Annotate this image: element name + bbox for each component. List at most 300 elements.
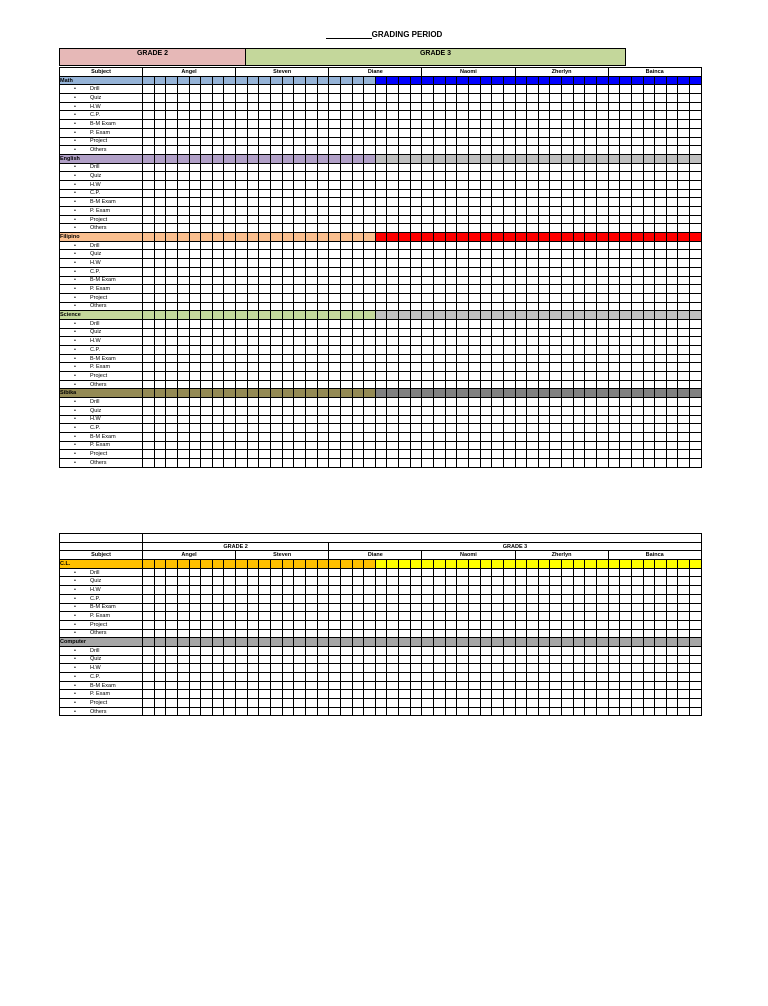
subject-cell[interactable] <box>294 638 306 647</box>
grade-cell[interactable] <box>666 681 678 690</box>
grade-cell[interactable] <box>573 207 585 216</box>
grade-cell[interactable] <box>259 180 271 189</box>
grade-cell[interactable] <box>375 363 387 372</box>
grade-cell[interactable] <box>468 594 480 603</box>
subject-cell[interactable] <box>294 389 306 398</box>
grade-cell[interactable] <box>294 673 306 682</box>
grade-cell[interactable] <box>457 450 469 459</box>
grade-cell[interactable] <box>154 380 166 389</box>
grade-cell[interactable] <box>480 224 492 233</box>
grade-cell[interactable] <box>375 372 387 381</box>
grade-cell[interactable] <box>515 450 527 459</box>
grade-cell[interactable] <box>585 441 597 450</box>
grade-cell[interactable] <box>236 189 248 198</box>
grade-cell[interactable] <box>492 406 504 415</box>
grade-cell[interactable] <box>666 577 678 586</box>
grade-cell[interactable] <box>189 432 201 441</box>
grade-cell[interactable] <box>666 586 678 595</box>
subject-cell[interactable] <box>154 560 166 569</box>
grade-cell[interactable] <box>352 699 364 708</box>
grade-cell[interactable] <box>189 594 201 603</box>
grade-cell[interactable] <box>271 594 283 603</box>
grade-cell[interactable] <box>562 180 574 189</box>
grade-cell[interactable] <box>236 594 248 603</box>
grade-cell[interactable] <box>375 380 387 389</box>
grade-cell[interactable] <box>515 458 527 467</box>
grade-cell[interactable] <box>259 450 271 459</box>
grade-cell[interactable] <box>690 180 702 189</box>
grade-cell[interactable] <box>434 241 446 250</box>
grade-cell[interactable] <box>620 655 632 664</box>
subject-cell[interactable] <box>364 154 376 163</box>
grade-cell[interactable] <box>201 293 213 302</box>
grade-cell[interactable] <box>143 432 155 441</box>
grade-cell[interactable] <box>643 372 655 381</box>
grade-cell[interactable] <box>271 207 283 216</box>
grade-cell[interactable] <box>364 424 376 433</box>
subject-cell[interactable] <box>422 154 434 163</box>
subject-cell[interactable] <box>678 233 690 242</box>
grade-cell[interactable] <box>387 450 399 459</box>
grade-cell[interactable] <box>410 612 422 621</box>
grade-cell[interactable] <box>608 102 620 111</box>
grade-cell[interactable] <box>503 346 515 355</box>
grade-cell[interactable] <box>364 707 376 716</box>
grade-cell[interactable] <box>480 594 492 603</box>
grade-cell[interactable] <box>422 432 434 441</box>
grade-cell[interactable] <box>573 664 585 673</box>
grade-cell[interactable] <box>375 458 387 467</box>
grade-cell[interactable] <box>189 406 201 415</box>
grade-cell[interactable] <box>422 163 434 172</box>
grade-cell[interactable] <box>666 207 678 216</box>
grade-cell[interactable] <box>631 620 643 629</box>
grade-cell[interactable] <box>527 328 539 337</box>
grade-cell[interactable] <box>236 620 248 629</box>
grade-cell[interactable] <box>305 94 317 103</box>
grade-cell[interactable] <box>655 398 667 407</box>
grade-cell[interactable] <box>271 586 283 595</box>
grade-cell[interactable] <box>678 120 690 129</box>
grade-cell[interactable] <box>515 94 527 103</box>
subject-cell[interactable] <box>585 311 597 320</box>
grade-cell[interactable] <box>387 354 399 363</box>
grade-cell[interactable] <box>399 189 411 198</box>
grade-cell[interactable] <box>666 398 678 407</box>
grade-cell[interactable] <box>177 432 189 441</box>
grade-cell[interactable] <box>666 85 678 94</box>
grade-cell[interactable] <box>527 85 539 94</box>
grade-cell[interactable] <box>666 180 678 189</box>
subject-cell[interactable] <box>445 389 457 398</box>
grade-cell[interactable] <box>154 215 166 224</box>
grade-cell[interactable] <box>596 681 608 690</box>
grade-cell[interactable] <box>468 267 480 276</box>
grade-cell[interactable] <box>562 302 574 311</box>
grade-cell[interactable] <box>387 673 399 682</box>
grade-cell[interactable] <box>201 224 213 233</box>
grade-cell[interactable] <box>259 707 271 716</box>
grade-cell[interactable] <box>317 380 329 389</box>
grade-cell[interactable] <box>271 146 283 155</box>
subject-cell[interactable] <box>457 233 469 242</box>
grade-cell[interactable] <box>445 699 457 708</box>
grade-cell[interactable] <box>631 146 643 155</box>
grade-cell[interactable] <box>585 293 597 302</box>
grade-cell[interactable] <box>305 363 317 372</box>
grade-cell[interactable] <box>364 673 376 682</box>
grade-cell[interactable] <box>340 372 352 381</box>
grade-cell[interactable] <box>329 363 341 372</box>
grade-cell[interactable] <box>189 293 201 302</box>
subject-cell[interactable] <box>352 233 364 242</box>
grade-cell[interactable] <box>166 594 178 603</box>
grade-cell[interactable] <box>143 577 155 586</box>
subject-cell[interactable] <box>527 389 539 398</box>
grade-cell[interactable] <box>305 406 317 415</box>
grade-cell[interactable] <box>457 699 469 708</box>
grade-cell[interactable] <box>236 85 248 94</box>
grade-cell[interactable] <box>538 424 550 433</box>
grade-cell[interactable] <box>352 372 364 381</box>
grade-cell[interactable] <box>375 328 387 337</box>
grade-cell[interactable] <box>643 189 655 198</box>
grade-cell[interactable] <box>678 224 690 233</box>
grade-cell[interactable] <box>655 380 667 389</box>
grade-cell[interactable] <box>364 594 376 603</box>
grade-cell[interactable] <box>212 629 224 638</box>
grade-cell[interactable] <box>480 620 492 629</box>
grade-cell[interactable] <box>282 681 294 690</box>
grade-cell[interactable] <box>480 664 492 673</box>
grade-cell[interactable] <box>596 664 608 673</box>
grade-cell[interactable] <box>515 620 527 629</box>
grade-cell[interactable] <box>201 699 213 708</box>
grade-cell[interactable] <box>201 441 213 450</box>
grade-cell[interactable] <box>515 707 527 716</box>
grade-cell[interactable] <box>573 681 585 690</box>
grade-cell[interactable] <box>317 594 329 603</box>
grade-cell[interactable] <box>503 224 515 233</box>
grade-cell[interactable] <box>305 398 317 407</box>
grade-cell[interactable] <box>177 612 189 621</box>
grade-cell[interactable] <box>177 163 189 172</box>
grade-cell[interactable] <box>212 276 224 285</box>
grade-cell[interactable] <box>305 172 317 181</box>
grade-cell[interactable] <box>608 612 620 621</box>
grade-cell[interactable] <box>620 458 632 467</box>
grade-cell[interactable] <box>387 215 399 224</box>
subject-cell[interactable] <box>538 233 550 242</box>
grade-cell[interactable] <box>515 224 527 233</box>
grade-cell[interactable] <box>294 146 306 155</box>
grade-cell[interactable] <box>445 163 457 172</box>
subject-cell[interactable] <box>445 560 457 569</box>
grade-cell[interactable] <box>282 664 294 673</box>
grade-cell[interactable] <box>143 458 155 467</box>
subject-cell[interactable] <box>189 638 201 647</box>
grade-cell[interactable] <box>177 94 189 103</box>
grade-cell[interactable] <box>468 612 480 621</box>
grade-cell[interactable] <box>224 629 236 638</box>
subject-cell[interactable] <box>259 311 271 320</box>
grade-cell[interactable] <box>620 432 632 441</box>
grade-cell[interactable] <box>387 577 399 586</box>
grade-cell[interactable] <box>143 259 155 268</box>
grade-cell[interactable] <box>596 586 608 595</box>
grade-cell[interactable] <box>259 224 271 233</box>
grade-cell[interactable] <box>527 406 539 415</box>
grade-cell[interactable] <box>212 354 224 363</box>
grade-cell[interactable] <box>550 664 562 673</box>
grade-cell[interactable] <box>503 432 515 441</box>
subject-cell[interactable] <box>387 76 399 85</box>
subject-cell[interactable] <box>515 638 527 647</box>
grade-cell[interactable] <box>585 346 597 355</box>
grade-cell[interactable] <box>236 215 248 224</box>
grade-cell[interactable] <box>503 293 515 302</box>
grade-cell[interactable] <box>143 646 155 655</box>
grade-cell[interactable] <box>271 128 283 137</box>
subject-cell[interactable] <box>422 638 434 647</box>
grade-cell[interactable] <box>492 224 504 233</box>
grade-cell[interactable] <box>503 690 515 699</box>
grade-cell[interactable] <box>375 215 387 224</box>
grade-cell[interactable] <box>375 612 387 621</box>
subject-cell[interactable] <box>177 76 189 85</box>
grade-cell[interactable] <box>364 172 376 181</box>
grade-cell[interactable] <box>608 137 620 146</box>
grade-cell[interactable] <box>573 380 585 389</box>
grade-cell[interactable] <box>143 198 155 207</box>
grade-cell[interactable] <box>585 620 597 629</box>
grade-cell[interactable] <box>352 128 364 137</box>
grade-cell[interactable] <box>422 586 434 595</box>
grade-cell[interactable] <box>387 699 399 708</box>
grade-cell[interactable] <box>562 424 574 433</box>
grade-cell[interactable] <box>608 328 620 337</box>
subject-cell[interactable] <box>166 389 178 398</box>
grade-cell[interactable] <box>410 319 422 328</box>
grade-cell[interactable] <box>410 406 422 415</box>
grade-cell[interactable] <box>527 450 539 459</box>
grade-cell[interactable] <box>317 363 329 372</box>
grade-cell[interactable] <box>154 664 166 673</box>
grade-cell[interactable] <box>573 354 585 363</box>
grade-cell[interactable] <box>492 664 504 673</box>
grade-cell[interactable] <box>666 354 678 363</box>
grade-cell[interactable] <box>212 180 224 189</box>
grade-cell[interactable] <box>340 458 352 467</box>
grade-cell[interactable] <box>608 690 620 699</box>
grade-cell[interactable] <box>282 458 294 467</box>
grade-cell[interactable] <box>189 646 201 655</box>
grade-cell[interactable] <box>143 690 155 699</box>
grade-cell[interactable] <box>212 146 224 155</box>
grade-cell[interactable] <box>317 146 329 155</box>
grade-cell[interactable] <box>585 612 597 621</box>
grade-cell[interactable] <box>596 655 608 664</box>
grade-cell[interactable] <box>364 363 376 372</box>
grade-cell[interactable] <box>480 612 492 621</box>
grade-cell[interactable] <box>666 380 678 389</box>
grade-cell[interactable] <box>643 406 655 415</box>
grade-cell[interactable] <box>480 690 492 699</box>
grade-cell[interactable] <box>282 111 294 120</box>
grade-cell[interactable] <box>212 612 224 621</box>
grade-cell[interactable] <box>154 189 166 198</box>
grade-cell[interactable] <box>515 337 527 346</box>
grade-cell[interactable] <box>282 102 294 111</box>
grade-cell[interactable] <box>399 690 411 699</box>
grade-cell[interactable] <box>212 655 224 664</box>
grade-cell[interactable] <box>655 285 667 294</box>
grade-cell[interactable] <box>177 363 189 372</box>
grade-cell[interactable] <box>364 620 376 629</box>
grade-cell[interactable] <box>422 603 434 612</box>
grade-cell[interactable] <box>177 146 189 155</box>
grade-cell[interactable] <box>690 664 702 673</box>
grade-cell[interactable] <box>387 664 399 673</box>
grade-cell[interactable] <box>643 172 655 181</box>
grade-cell[interactable] <box>573 655 585 664</box>
grade-cell[interactable] <box>666 120 678 129</box>
grade-cell[interactable] <box>154 120 166 129</box>
grade-cell[interactable] <box>224 655 236 664</box>
grade-cell[interactable] <box>480 259 492 268</box>
grade-cell[interactable] <box>585 424 597 433</box>
grade-cell[interactable] <box>631 432 643 441</box>
grade-cell[interactable] <box>364 102 376 111</box>
grade-cell[interactable] <box>212 664 224 673</box>
grade-cell[interactable] <box>329 198 341 207</box>
grade-cell[interactable] <box>608 215 620 224</box>
grade-cell[interactable] <box>573 363 585 372</box>
grade-cell[interactable] <box>515 250 527 259</box>
grade-cell[interactable] <box>189 629 201 638</box>
grade-cell[interactable] <box>154 612 166 621</box>
grade-cell[interactable] <box>422 302 434 311</box>
grade-cell[interactable] <box>271 568 283 577</box>
grade-cell[interactable] <box>480 603 492 612</box>
grade-cell[interactable] <box>596 406 608 415</box>
grade-cell[interactable] <box>271 137 283 146</box>
grade-cell[interactable] <box>154 276 166 285</box>
grade-cell[interactable] <box>468 415 480 424</box>
subject-cell[interactable] <box>247 76 259 85</box>
grade-cell[interactable] <box>562 655 574 664</box>
grade-cell[interactable] <box>143 586 155 595</box>
grade-cell[interactable] <box>375 163 387 172</box>
subject-cell[interactable] <box>655 638 667 647</box>
grade-cell[interactable] <box>143 267 155 276</box>
grade-cell[interactable] <box>445 655 457 664</box>
grade-cell[interactable] <box>364 398 376 407</box>
grade-cell[interactable] <box>573 398 585 407</box>
grade-cell[interactable] <box>608 380 620 389</box>
grade-cell[interactable] <box>643 424 655 433</box>
subject-cell[interactable] <box>212 311 224 320</box>
grade-cell[interactable] <box>596 568 608 577</box>
grade-cell[interactable] <box>236 415 248 424</box>
grade-cell[interactable] <box>399 458 411 467</box>
grade-cell[interactable] <box>620 198 632 207</box>
grade-cell[interactable] <box>224 215 236 224</box>
grade-cell[interactable] <box>573 372 585 381</box>
grade-cell[interactable] <box>457 586 469 595</box>
grade-cell[interactable] <box>492 163 504 172</box>
grade-cell[interactable] <box>434 380 446 389</box>
grade-cell[interactable] <box>352 646 364 655</box>
grade-cell[interactable] <box>434 250 446 259</box>
subject-cell[interactable] <box>608 154 620 163</box>
grade-cell[interactable] <box>562 215 574 224</box>
grade-cell[interactable] <box>177 603 189 612</box>
grade-cell[interactable] <box>154 646 166 655</box>
grade-cell[interactable] <box>492 276 504 285</box>
grade-cell[interactable] <box>643 594 655 603</box>
grade-cell[interactable] <box>468 586 480 595</box>
grade-cell[interactable] <box>224 94 236 103</box>
grade-cell[interactable] <box>550 146 562 155</box>
grade-cell[interactable] <box>189 259 201 268</box>
subject-cell[interactable] <box>457 154 469 163</box>
grade-cell[interactable] <box>329 398 341 407</box>
grade-cell[interactable] <box>585 146 597 155</box>
grade-cell[interactable] <box>387 207 399 216</box>
grade-cell[interactable] <box>352 172 364 181</box>
subject-cell[interactable] <box>643 311 655 320</box>
grade-cell[interactable] <box>666 241 678 250</box>
subject-cell[interactable] <box>445 638 457 647</box>
grade-cell[interactable] <box>503 586 515 595</box>
grade-cell[interactable] <box>550 128 562 137</box>
subject-cell[interactable] <box>166 311 178 320</box>
subject-cell[interactable] <box>573 154 585 163</box>
grade-cell[interactable] <box>247 285 259 294</box>
grade-cell[interactable] <box>410 215 422 224</box>
grade-cell[interactable] <box>562 354 574 363</box>
subject-cell[interactable] <box>538 389 550 398</box>
grade-cell[interactable] <box>271 690 283 699</box>
grade-cell[interactable] <box>352 655 364 664</box>
grade-cell[interactable] <box>352 163 364 172</box>
grade-cell[interactable] <box>550 577 562 586</box>
grade-cell[interactable] <box>177 259 189 268</box>
grade-cell[interactable] <box>364 346 376 355</box>
subject-cell[interactable] <box>690 311 702 320</box>
grade-cell[interactable] <box>585 681 597 690</box>
grade-cell[interactable] <box>620 241 632 250</box>
subject-cell[interactable] <box>166 233 178 242</box>
grade-cell[interactable] <box>608 276 620 285</box>
grade-cell[interactable] <box>247 568 259 577</box>
grade-cell[interactable] <box>375 620 387 629</box>
grade-cell[interactable] <box>364 646 376 655</box>
subject-cell[interactable] <box>201 154 213 163</box>
grade-cell[interactable] <box>329 586 341 595</box>
subject-cell[interactable] <box>538 154 550 163</box>
subject-cell[interactable] <box>410 233 422 242</box>
grade-cell[interactable] <box>608 293 620 302</box>
grade-cell[interactable] <box>666 699 678 708</box>
grade-cell[interactable] <box>538 458 550 467</box>
grade-cell[interactable] <box>154 673 166 682</box>
grade-cell[interactable] <box>655 215 667 224</box>
subject-cell[interactable] <box>143 233 155 242</box>
subject-cell[interactable] <box>515 154 527 163</box>
grade-cell[interactable] <box>340 111 352 120</box>
